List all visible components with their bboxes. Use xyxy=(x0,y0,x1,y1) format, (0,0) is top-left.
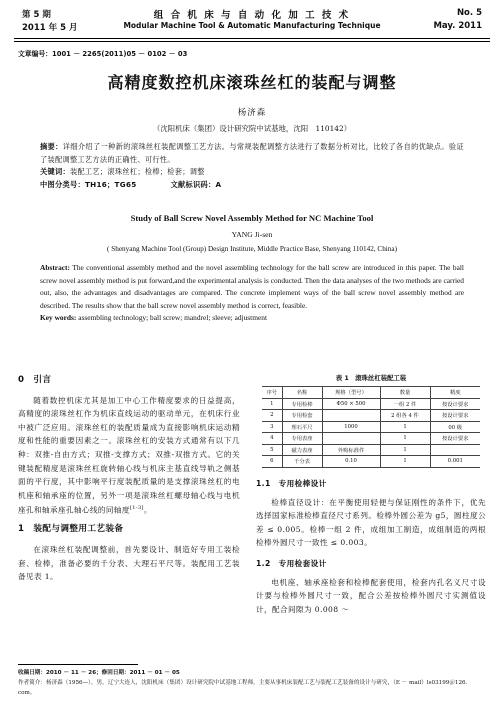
document-code-value: A xyxy=(215,179,222,189)
table-cell xyxy=(430,444,480,456)
table-cell: 2 组各 4 件 xyxy=(380,410,430,422)
classification-label: 中图分类号： xyxy=(40,179,85,189)
abstract-en xyxy=(40,262,464,312)
section1-paragraph: 在滚珠丝杠装配调整前，首先要设计、制造好专用工装检套、检棒，准备必要的千分表、大理石平尺等。装配用工艺装备见表 1。 xyxy=(18,545,240,582)
running-header xyxy=(14,6,490,40)
classification-value: TH16；TG65 xyxy=(84,179,137,189)
classification xyxy=(40,179,464,192)
footnote-author-bio: 作者简介：杨济森（1956—），男，辽宁大连人，沈阳机床（集团）设计研究院中试基地工程师，主要从事机床装配工艺与装配工艺装备的设计与研究，（E － mail）ls03199＠126. com。 xyxy=(18,679,468,696)
keywords-cn-text: 装配工艺；滚珠丝杠；检棒；检套；调整 xyxy=(69,167,205,176)
table-cell: 0.10 xyxy=(322,456,380,468)
footnote-rule xyxy=(18,664,138,665)
table-header-cell: 名称 xyxy=(282,387,322,399)
subsection-1-1-paragraph: 检棒直径设计：在平衡使用轻便与保证刚性的条件下，优先选择国家标准检棒直径尺寸系列。检棒外圆公差为 g5，圆柱度公差 ≤ 0.005。检棒一组 2 件，成组加工制造，成组制造的两根检棒外圆尺寸一致性 ≤ 0.003。 xyxy=(256,497,486,548)
issue-date: 2011 年 5 月 xyxy=(22,23,78,33)
journal-name-en: Modular Machine Tool & Automatic Manufacturing Technique xyxy=(123,21,381,30)
table-row xyxy=(262,398,480,410)
affiliation-en: ( Shenyang Machine Tool (Group) Design Institute, Middle Practice Base, Shenyang 110142, China) xyxy=(107,245,397,253)
section-heading-1: 1 装配与调整用工艺装备 xyxy=(18,524,124,535)
table-header-cell: 数量 xyxy=(380,387,430,399)
section-heading-intro: 0 引言 xyxy=(18,375,52,385)
table-row xyxy=(262,433,480,445)
table-cell: 6 xyxy=(262,456,282,468)
table-cell: 千分表 xyxy=(282,456,322,468)
author-en: YANG Ji-sen xyxy=(231,230,273,239)
table-cell: 1000 xyxy=(322,421,380,433)
table-cell: 0.001 xyxy=(430,456,480,468)
table-row xyxy=(262,444,480,456)
table-cell: 按设计要求 xyxy=(430,398,480,410)
table-cell: 1 xyxy=(380,421,430,433)
keywords-en xyxy=(40,312,464,325)
table-cell: 1 xyxy=(380,444,430,456)
table-cell: 5 xyxy=(262,444,282,456)
table-row xyxy=(262,456,480,468)
abstract-cn-label: 摘要： xyxy=(40,142,63,151)
citation: [1-3] xyxy=(129,505,144,512)
journal-name-cn: 组 合 机 床 与 自 动 化 加 工 技 术 xyxy=(153,10,351,21)
table-cell: 专用检套 xyxy=(282,410,322,422)
table-cell: 专用检棒 xyxy=(282,398,322,410)
table-1 xyxy=(256,373,486,468)
table-cell: 00 级 xyxy=(430,421,480,433)
abstract-en-text: The conventional assembly method and the novel assembling technology for the ball screw are introduced in this paper. The ball screw novel assembly method is put forward,and the experimental analysis is conducted. Then the data analyses of the two methods are carried out, also, the advantages and disadvantages are compared. The concrete implement ways of the ball screw novel assembly method are described. The results show that the ball screw novel assembly method is correct, feasible. xyxy=(40,263,464,310)
table-caption: 表 1 滚珠丝杠装配工装 xyxy=(335,374,407,382)
table-cell: 1 xyxy=(380,433,430,445)
table-cell: 3 xyxy=(262,421,282,433)
paper-title-en: Study of Ball Screw Novel Assembly Method for NC Machine Tool xyxy=(130,213,374,223)
table-row xyxy=(262,410,480,422)
footnote-dates: 收稿日期：2010 － 11 － 26；修回日期：2011 － 01 － 05 xyxy=(18,670,180,676)
table-cell: 2 xyxy=(262,410,282,422)
abstract-cn-block xyxy=(40,141,464,191)
intro-text: 随着数控机床尤其是加工中心工作精度要求的日益提高，高精度的滚珠丝杠作为机床直线运动的驱动单元，在机床行业中被广泛应用。滚珠丝杠的装配质量成为直接影响机床运动精度和性能的重要因素之一。滚珠丝杠的安装方式通常有以下几种：双推-自由方式；双推-支撑方式；双推-双推方式。它的关键装配精度是滚珠丝杠旋转轴心线与机床主基直线导轨之侧基面的平行度，其中影响平行度装配质量的是支撑滚珠丝杠的电机座和轴承座的位置，另外一项是滚珠丝杠螺母轴心线与电机座孔和轴承座孔轴心线的同轴度 xyxy=(18,395,240,515)
table-header-cell: 规格（型号） xyxy=(322,387,380,399)
footnote xyxy=(18,669,486,698)
header-rule xyxy=(14,38,490,39)
keywords-cn xyxy=(40,166,464,179)
issue-number-en: No. 5 xyxy=(456,8,482,18)
subsection-heading-1-2: 1.2 专用检套设计 xyxy=(256,558,327,568)
table-header-cell: 精度 xyxy=(430,387,480,399)
abstract-en-label: Abstract: xyxy=(40,263,70,272)
keywords-cn-label: 关键词： xyxy=(40,167,70,176)
paper-title: 高精度数控机床滚珠丝杠的装配与调整 xyxy=(107,73,397,92)
abstract-en-block xyxy=(40,262,464,325)
keywords-en-label: Key words: xyxy=(40,313,77,322)
table-grid xyxy=(262,386,480,468)
issue-number: 第 5 期 xyxy=(22,10,51,20)
intro-end: 。 xyxy=(143,505,152,515)
table-cell: 外购标准件 xyxy=(322,444,380,456)
table-row xyxy=(262,421,480,433)
table-cell: 磁力表座 xyxy=(282,444,322,456)
keywords-en-text: assembling technology; ball screw; mandrel; sleeve; adjustment xyxy=(76,313,268,322)
document-code-label: 文献标识码： xyxy=(170,179,216,189)
table-cell: 1 xyxy=(262,398,282,410)
issue-date-en: May. 2011 xyxy=(433,21,482,31)
table-header-row xyxy=(262,387,480,399)
table-cell: 理石平尺 xyxy=(282,421,322,433)
table-cell: 1 xyxy=(380,456,430,468)
table-cell: 按设计要求 xyxy=(430,433,480,445)
table-cell: 按设计要求 xyxy=(430,410,480,422)
header-rule-thin xyxy=(14,41,490,42)
table-cell: 4 xyxy=(262,433,282,445)
affiliation: （沈阳机床（集团）设计研究院中试基地，沈阳 110142） xyxy=(152,124,352,133)
subsection-heading-1-1: 1.1 专用检棒设计 xyxy=(256,479,327,488)
abstract-cn xyxy=(40,141,464,166)
left-column xyxy=(18,374,240,584)
table-cell: 一组 2 件 xyxy=(380,398,430,410)
table-cell: Φ50 × 500 xyxy=(322,398,380,410)
article-number: 文章编号：1001 － 2265(2011)05 － 0102 － 03 xyxy=(18,50,188,58)
table-cell xyxy=(322,410,380,422)
intro-paragraph xyxy=(18,394,240,518)
abstract-cn-text: 详细介绍了一种新的滚珠丝杠装配调整工艺方法。与常规装配调整方法进行了数据分析对比，比较了各自的优缺点。验证了装配调整工艺方法的正确性、可行性。 xyxy=(40,142,464,164)
table-cell: 专用表座 xyxy=(282,433,322,445)
subsection-1-2-paragraph: 电机座、轴承座检套和检棒配套使用，检套内孔名义尺寸设计要与检棒外圆尺寸一致，配合公差按检棒外圆尺寸实测值设计，配合间隙为 0.008 ～ xyxy=(256,577,486,614)
right-column xyxy=(256,477,486,616)
table-header-cell: 序号 xyxy=(262,387,282,399)
author: 杨济森 xyxy=(237,108,267,118)
table-cell xyxy=(322,433,380,445)
